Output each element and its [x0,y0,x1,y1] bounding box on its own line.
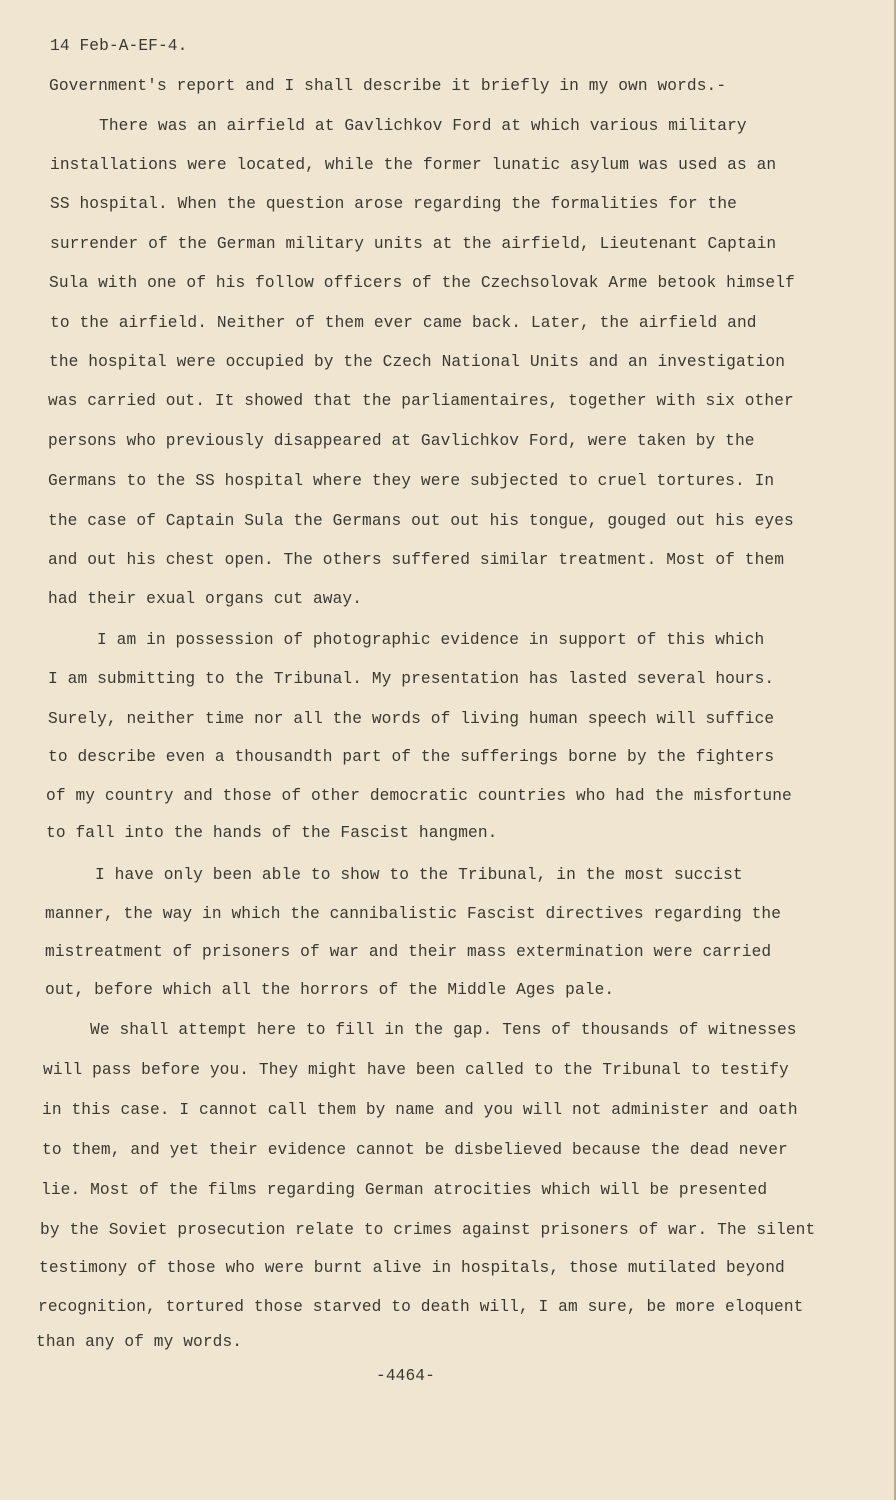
text-line: installations were located, while the former lunatic asylum was used as an [50,156,777,174]
text-line: to fall into the hands of the Fascist hangmen. [46,824,498,842]
text-line: surrender of the German military units at the airfield, Lieutenant Captain [50,235,777,253]
text-line: Government's report and I shall describe it briefly in my own words.- [49,77,727,95]
text-line: of my country and those of other democratic countries who had the misfortune [46,787,792,805]
text-line: manner, the way in which the cannibalistic Fascist directives regarding the [45,905,782,923]
text-line: the case of Captain Sula the Germans out out his tongue, gouged out his eyes [48,512,794,530]
text-line: I am submitting to the Tribunal. My presentation has lasted several hours. [48,670,775,688]
text-line: SS hospital. When the question arose regarding the formalities for the [50,195,737,213]
text-line: had their exual organs cut away. [48,590,363,608]
text-line: Surely, neither time nor all the words of living human speech will suffice [48,710,775,728]
text-line: than any of my words. [36,1333,243,1351]
text-line: mistreatment of prisoners of war and their mass extermination were carried [45,943,772,961]
text-line: lie. Most of the films regarding German atrocities which will be presented [41,1181,768,1199]
text-line: I am in possession of photographic evidence in support of this which [97,631,765,649]
text-line: in this case. I cannot call them by name and you will not administer and oath [42,1101,798,1119]
text-line: will pass before you. They might have been called to the Tribunal to testify [43,1061,789,1079]
text-line: the hospital were occupied by the Czech National Units and an investigation [49,353,786,371]
page-header: 14 Feb-A-EF-4. [50,37,188,55]
text-line: and out his chest open. The others suffered similar treatment. Most of them [48,551,785,569]
text-line: out, before which all the horrors of the Middle Ages pale. [45,981,615,999]
text-line: recognition, tortured those starved to death will, I am sure, be more eloquent [38,1298,804,1316]
text-line: testimony of those who were burnt alive in hospitals, those mutilated beyond [39,1259,785,1277]
text-line: persons who previously disappeared at Gavlichkov Ford, were taken by the [48,432,755,450]
text-line: I have only been able to show to the Tribunal, in the most succist [95,866,743,884]
text-line: by the Soviet prosecution relate to crimes against prisoners of war. The silent [40,1221,816,1239]
text-line: Germans to the SS hospital where they were subjected to cruel tortures. In [48,472,775,490]
text-line: We shall attempt here to fill in the gap. Tens of thousands of witnesses [90,1021,797,1039]
text-line: Sula with one of his follow officers of the Czechsolovak Arme betook himself [49,274,795,292]
text-line: to them, and yet their evidence cannot be disbelieved because the dead never [42,1141,788,1159]
text-line: was carried out. It showed that the parliamentaires, together with six other [48,392,794,410]
text-line: to the airfield. Neither of them ever came back. Later, the airfield and [50,314,757,332]
text-line: There was an airfield at Gavlichkov Ford at which various military [99,117,747,135]
page-number: -4464- [376,1367,435,1385]
text-line: to describe even a thousandth part of the sufferings borne by the fighters [48,748,775,766]
